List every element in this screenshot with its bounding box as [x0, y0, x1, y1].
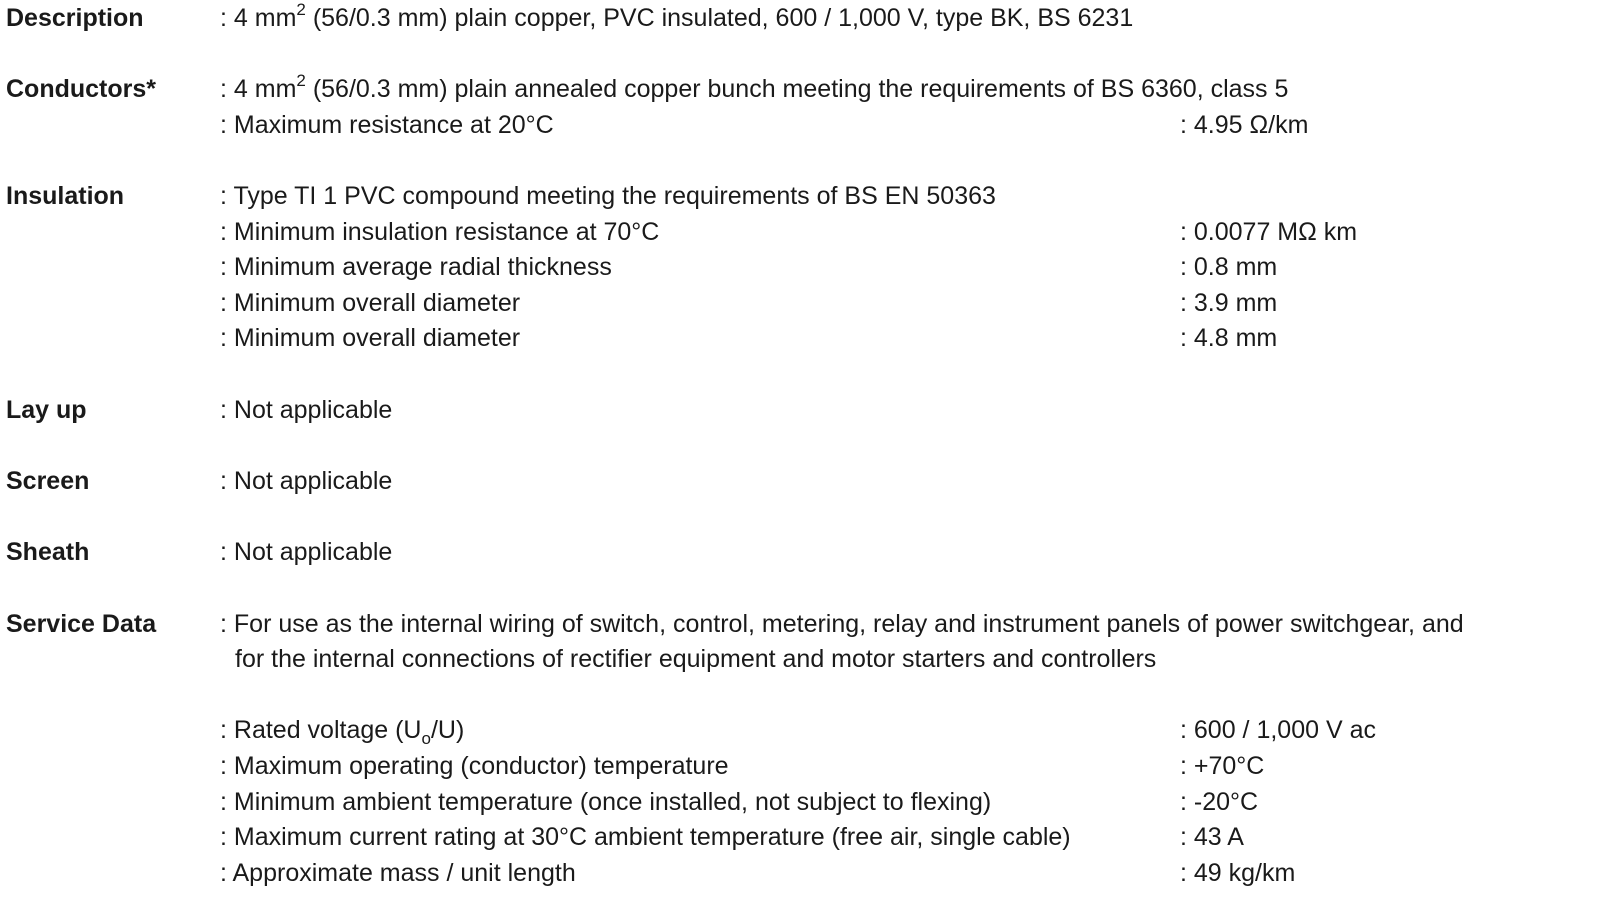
- sheath-text: : Not applicable: [220, 538, 393, 566]
- insulation-diameter-min-value: : 3.9 mm: [1180, 289, 1278, 317]
- conductors-resistance-value: : 4.95 Ω/km: [1180, 111, 1309, 139]
- rated-voltage-pre: : Rated voltage (U: [220, 716, 422, 744]
- rated-voltage-text: [220, 712, 464, 748]
- min-ambient-temp-text: : Minimum ambient temperature (once installed, not subject to flexing): [220, 788, 992, 816]
- approx-mass-text: : Approximate mass / unit length: [220, 859, 576, 887]
- screen-text: : Not applicable: [220, 467, 393, 495]
- description-text-sup: 2: [296, 0, 306, 19]
- rated-voltage-post: /U): [430, 716, 465, 744]
- approx-mass-value: : 49 kg/km: [1180, 859, 1296, 887]
- insulation-resistance-text: : Minimum insulation resistance at 70°C: [220, 218, 660, 246]
- description-text-pre: : 4 mm: [220, 4, 297, 32]
- insulation-diameter-second-text: : Minimum overall diameter: [220, 324, 521, 352]
- max-current-rating-value: : 43 A: [1180, 823, 1244, 851]
- service-data-line1: : For use as the internal wiring of switch, control, metering, relay and instrument panels of power switchgear, and: [220, 610, 1464, 638]
- insulation-diameter-min-text: : Minimum overall diameter: [220, 289, 521, 317]
- insulation-line1: : Type TI 1 PVC compound meeting the requirements of BS EN 50363: [220, 182, 996, 210]
- conductors-label: Conductors*: [6, 75, 156, 103]
- conductors-line1: [220, 71, 1288, 107]
- insulation-thickness-text: : Minimum average radial thickness: [220, 253, 612, 281]
- service-data-line2: for the internal connections of rectifier equipment and motor starters and controllers: [235, 645, 1157, 673]
- max-operating-temp-value: : +70°C: [1180, 752, 1265, 780]
- description-label: Description: [6, 4, 144, 32]
- screen-label: Screen: [6, 467, 90, 495]
- insulation-diameter-second-value: : 4.8 mm: [1180, 324, 1278, 352]
- conductors-resistance-text: : Maximum resistance at 20°C: [220, 111, 554, 139]
- insulation-resistance-value: : 0.0077 MΩ km: [1180, 218, 1358, 246]
- rated-voltage-sub: o: [421, 729, 431, 748]
- conductors-line1-pre: : 4 mm: [220, 75, 297, 103]
- insulation-thickness-value: : 0.8 mm: [1180, 253, 1278, 281]
- min-ambient-temp-value: : -20°C: [1180, 788, 1259, 816]
- rated-voltage-value: : 600 / 1,000 V ac: [1180, 716, 1376, 744]
- description-text: [220, 0, 1133, 36]
- insulation-label: Insulation: [6, 182, 125, 210]
- conductors-line1-sup: 2: [296, 70, 306, 90]
- sheath-label: Sheath: [6, 538, 90, 566]
- conductors-line1-post: (56/0.3 mm) plain annealed copper bunch meeting the requirements of BS 6360, class 5: [305, 75, 1289, 103]
- max-operating-temp-text: : Maximum operating (conductor) temperature: [220, 752, 729, 780]
- service-data-label: Service Data: [6, 610, 157, 638]
- lay-up-text: : Not applicable: [220, 396, 393, 424]
- description-text-post: (56/0.3 mm) plain copper, PVC insulated, 600 / 1,000 V, type BK, BS 6231: [305, 4, 1134, 32]
- lay-up-label: Lay up: [6, 396, 87, 424]
- max-current-rating-text: : Maximum current rating at 30°C ambient temperature (free air, single cable): [220, 823, 1071, 851]
